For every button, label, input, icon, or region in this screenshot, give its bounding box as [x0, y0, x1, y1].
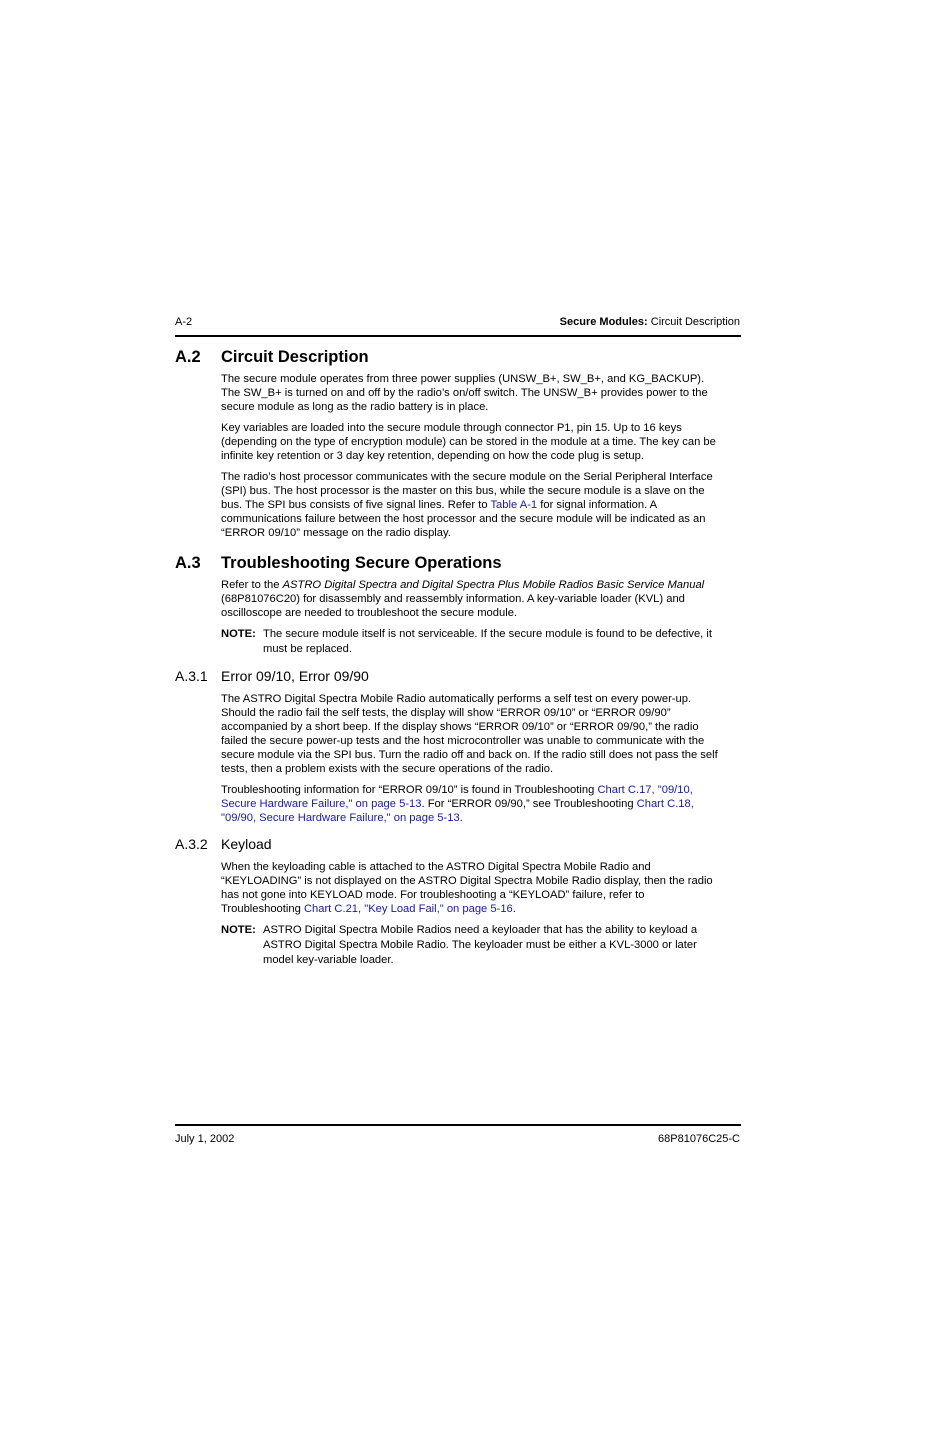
text-line: (68P81076C20) for disassembly and reassembly information. A key-variable loader (KVL) and: [221, 593, 685, 605]
running-title: [560, 316, 740, 328]
text-line: secure module as long as the radio battery is in place.: [221, 401, 489, 413]
text-line: [221, 811, 740, 825]
text-segment: .: [459, 812, 463, 824]
paragraph-a2-3: [221, 470, 740, 540]
text-line: (depending on the type of encryption module) can be stored in the module at a time. The key can be: [221, 436, 716, 448]
footer-date: July 1, 2002: [175, 1133, 235, 1145]
paragraph-a31-2: [221, 783, 740, 825]
text-line: “KEYLOADING” is not displayed on the ASTRO Digital Spectra Mobile Radio display, then the radio: [221, 875, 713, 887]
section-number: A.2: [175, 348, 201, 366]
text-line: The SW_B+ is turned on and off by the radio’s on/off switch. The UNSW_B+ provides power to the: [221, 387, 708, 399]
running-title-text: Circuit Description: [650, 316, 740, 328]
chart-c18-link[interactable]: Chart C.18,: [636, 798, 694, 810]
note-line: The secure module itself is not serviceable. If the secure module is found to be defective, it: [263, 628, 712, 640]
paragraph-a2-1: [221, 372, 740, 414]
paragraph-a3-1: [221, 578, 740, 620]
text-segment: for signal information. A: [537, 499, 658, 511]
section-title: Error 09/10, Error 09/90: [221, 668, 369, 684]
section-title: Troubleshooting Secure Operations: [221, 554, 502, 572]
note-line: must be replaced.: [263, 643, 352, 655]
chart-c18-link-cont[interactable]: "09/90, Secure Hardware Failure," on page 5-13: [221, 812, 460, 824]
text-line: The radio’s host processor communicates with the secure module on the Serial Peripheral Interface: [221, 471, 713, 483]
note-label: NOTE:: [221, 924, 256, 936]
text-line: communications failure between the host processor and the secure module will be indicated as an: [221, 513, 706, 525]
section-number: A.3.1: [175, 668, 208, 684]
text-segment: Troubleshooting: [221, 903, 304, 915]
page-header: [175, 316, 740, 330]
section-number: A.3: [175, 554, 201, 572]
footer-doc-number: 68P81076C25-C: [658, 1133, 740, 1145]
text-line: Key variables are loaded into the secure module through connector P1, pin 15. Up to 16 keys: [221, 422, 682, 434]
running-title-bold: Secure Modules:: [559, 316, 648, 328]
paragraph-a31-1: [221, 692, 740, 776]
paragraph-a32-1: [221, 860, 740, 916]
text-line: infinite key retention or 3 day key retention, depending on how the code plug is setup.: [221, 450, 644, 462]
note-line: ASTRO Digital Spectra Mobile Radio. The keyloader must be either a KVL-3000 or later: [263, 939, 697, 951]
text-segment: Refer to the: [221, 579, 283, 591]
text-segment: bus. The SPI bus consists of five signal lines. Refer to: [221, 499, 491, 511]
text-line: (SPI) bus. The host processor is the master on this bus, while the secure module is a slave on the: [221, 485, 705, 497]
text-line: When the keyloading cable is attached to the ASTRO Digital Spectra Mobile Radio and: [221, 861, 651, 873]
paragraph-a2-2: [221, 421, 740, 463]
text-line: [221, 797, 740, 811]
text-line: oscilloscope are needed to troubleshoot the secure module.: [221, 607, 518, 619]
header-rule: [175, 335, 741, 337]
text-line: Should the radio fail the self tests, the display will show “ERROR 09/10” or “ERROR 09/90”: [221, 707, 671, 719]
text-segment: Troubleshooting information for “ERROR 09/10” is found in Troubleshooting: [221, 784, 598, 796]
text-line: The ASTRO Digital Spectra Mobile Radio automatically performs a self test on every power-up.: [221, 693, 692, 705]
chart-c17-link-cont[interactable]: Secure Hardware Failure," on page 5-13: [221, 798, 422, 810]
text-line: [221, 783, 740, 797]
note-a32: [221, 923, 741, 968]
text-segment: .: [512, 903, 516, 915]
section-number: A.3.2: [175, 836, 208, 852]
text-line: “ERROR 09/10” message on the radio display.: [221, 527, 451, 539]
note-line: ASTRO Digital Spectra Mobile Radios need a keyloader that has the ability to keyload a: [263, 924, 698, 936]
text-line: [221, 498, 740, 512]
section-title: Keyload: [221, 836, 272, 852]
text-line: tests, then a problem exists with the secure operations of the radio.: [221, 763, 554, 775]
text-line: has not gone into KEYLOAD mode. For troubleshooting a “KEYLOAD” failure, refer to: [221, 889, 645, 901]
page-number: A-2: [175, 316, 193, 328]
text-line: [221, 578, 740, 592]
text-segment: . For “ERROR 09/90,” see Troubleshooting: [421, 798, 637, 810]
page-footer: [175, 1133, 740, 1147]
text-line: secure module via the SPI bus. Turn the radio off and back on. If the radio still does not pass the self: [221, 749, 718, 761]
chart-c21-link[interactable]: Chart C.21, "Key Load Fail," on page 5-16: [303, 903, 513, 915]
text-line: failed the secure power-up tests and the host microcontroller was unable to communicate with the: [221, 735, 705, 747]
text-line: [221, 902, 740, 916]
note-label: NOTE:: [221, 628, 256, 640]
section-title: Circuit Description: [221, 348, 369, 366]
chart-c17-link[interactable]: Chart C.17, "09/10,: [597, 784, 693, 796]
manual-title: ASTRO Digital Spectra and Digital Spectra Plus Mobile Radios Basic Service Manual: [282, 579, 705, 591]
footer-rule: [175, 1124, 741, 1126]
text-line: accompanied by a short beep. If the display shows “ERROR 09/10” or “ERROR 09/90,” the radio: [221, 721, 699, 733]
table-a1-link[interactable]: Table A-1: [490, 499, 538, 511]
text-line: The secure module operates from three power supplies (UNSW_B+, SW_B+, and KG_BACKUP).: [221, 373, 705, 385]
note-a3: [221, 627, 741, 657]
note-line: model key-variable loader.: [263, 954, 394, 966]
